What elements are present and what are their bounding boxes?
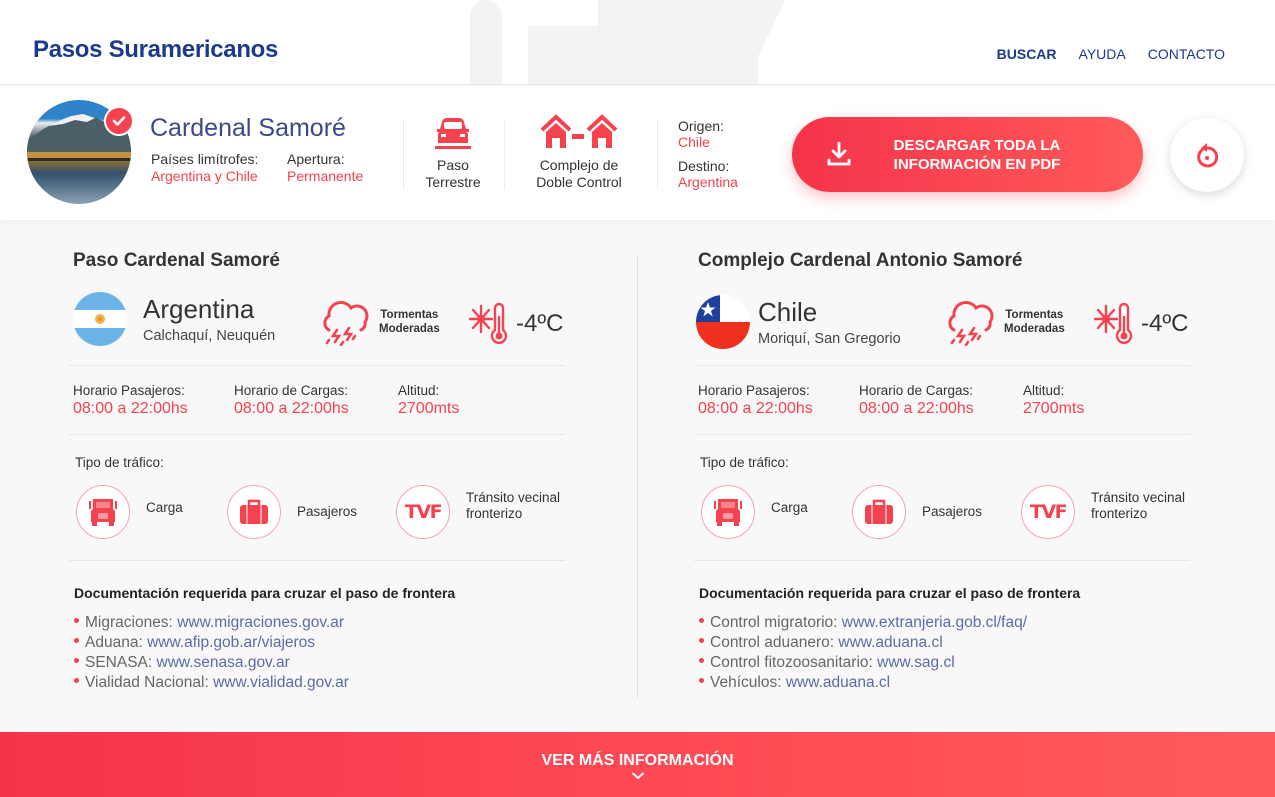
info-label: Altitud: bbox=[398, 383, 440, 398]
docs-item bbox=[74, 653, 349, 673]
info-value: 2700mts bbox=[1023, 400, 1085, 417]
temperature: -4ºC bbox=[1141, 310, 1189, 337]
verified-badge bbox=[104, 106, 134, 136]
docs-link[interactable]: www.senasa.gov.ar bbox=[156, 654, 290, 671]
bullet-icon bbox=[699, 618, 704, 623]
docs-item bbox=[699, 613, 1027, 633]
traffic-tvf bbox=[396, 485, 560, 539]
bullet-icon bbox=[699, 658, 704, 663]
docs-label: Vialidad Nacional: bbox=[85, 674, 214, 691]
download-pdf-button[interactable] bbox=[792, 117, 1143, 192]
docs-item bbox=[74, 673, 349, 693]
divider bbox=[694, 560, 1190, 561]
origen-value: Chile bbox=[678, 134, 710, 150]
bullet-icon bbox=[74, 638, 79, 643]
background-shape bbox=[528, 0, 598, 26]
divider bbox=[403, 120, 404, 190]
weather-line1: Tormentas bbox=[380, 309, 439, 321]
divider bbox=[69, 434, 565, 435]
thermometer-snow-icon bbox=[469, 302, 509, 346]
info-label: Horario Pasajeros: bbox=[73, 383, 185, 398]
info-value: 2700mts bbox=[398, 400, 460, 417]
info-label: Horario de Cargas: bbox=[234, 383, 349, 398]
traffic-line1: Tránsito vecinal bbox=[466, 490, 561, 505]
info-value: 08:00 a 22:00hs bbox=[859, 400, 974, 417]
suitcase-icon bbox=[227, 485, 281, 539]
car-icon bbox=[434, 116, 472, 150]
traffic-line1: Tránsito vecinal bbox=[1091, 490, 1186, 505]
traffic-line2: fronterizo bbox=[1091, 506, 1148, 521]
background-shape bbox=[470, 0, 502, 85]
feature-line1: Paso bbox=[437, 157, 469, 173]
storm-cloud-icon bbox=[944, 300, 996, 346]
docs-link[interactable]: www.afip.gob.ar/viajeros bbox=[147, 634, 316, 651]
reload-icon bbox=[1194, 141, 1220, 169]
background-shape bbox=[740, 0, 785, 85]
traffic-pasajeros bbox=[852, 485, 982, 539]
info-horario-pasajeros bbox=[73, 383, 188, 418]
docs-label: Aduana: bbox=[85, 634, 148, 651]
site-logo[interactable]: Pasos Suramericanos bbox=[33, 36, 279, 63]
info-horario-cargas bbox=[859, 383, 974, 418]
info-horario-pasajeros bbox=[698, 383, 813, 418]
info-horario-cargas bbox=[234, 383, 349, 418]
panel-argentina bbox=[73, 250, 573, 691]
info-value: 08:00 a 22:00hs bbox=[234, 400, 349, 417]
header bbox=[0, 0, 1275, 85]
bullet-icon bbox=[699, 678, 704, 683]
temperature: -4ºC bbox=[516, 310, 564, 337]
weather-text bbox=[379, 308, 440, 336]
nav-buscar[interactable]: BUSCAR bbox=[996, 46, 1057, 62]
traffic-text bbox=[1091, 490, 1185, 522]
traffic-carga bbox=[701, 485, 808, 539]
info-altitud bbox=[398, 383, 459, 418]
reload-button[interactable] bbox=[1170, 118, 1244, 192]
weather-line2: Moderadas bbox=[379, 323, 440, 335]
traffic-label: Tipo de tráfico: bbox=[700, 455, 789, 470]
suitcase-icon bbox=[852, 485, 906, 539]
destino-label: Destino: bbox=[678, 158, 730, 174]
bullet-icon bbox=[74, 658, 79, 663]
traffic-label: Tipo de tráfico: bbox=[75, 455, 164, 470]
info-value: 08:00 a 22:00hs bbox=[698, 400, 813, 417]
traffic-text: Pasajeros bbox=[922, 504, 983, 519]
docs-item bbox=[74, 613, 349, 633]
docs-item bbox=[74, 633, 349, 653]
docs-label: Control fitozoosanitario: bbox=[710, 654, 878, 671]
traffic-tvf bbox=[1021, 485, 1185, 539]
truck-icon bbox=[76, 485, 130, 539]
tvf-icon: TVF bbox=[396, 485, 450, 539]
docs-item bbox=[699, 653, 1027, 673]
truck-icon bbox=[701, 485, 755, 539]
docs-link[interactable]: www.migraciones.gov.ar bbox=[177, 614, 345, 631]
divider bbox=[69, 365, 565, 366]
country-name: Chile bbox=[758, 297, 818, 327]
divider bbox=[69, 560, 565, 561]
tvf-icon: TVF bbox=[1021, 485, 1075, 539]
feature-doble-control bbox=[530, 114, 628, 191]
main-nav bbox=[997, 46, 1225, 62]
country-location: Moriquí, San Gregorio bbox=[758, 331, 901, 347]
weather-text bbox=[1004, 308, 1065, 336]
docs-label: Control aduanero: bbox=[710, 634, 839, 651]
docs-link[interactable]: www.vialidad.gov.ar bbox=[213, 674, 349, 691]
country-row bbox=[698, 295, 1198, 365]
weather-line2: Moderadas bbox=[1004, 323, 1065, 335]
argentina-flag-icon bbox=[73, 292, 127, 346]
download-pdf-line2: INFORMACIÓN EN PDF bbox=[893, 156, 1061, 173]
paises-value: Argentina y Chile bbox=[151, 168, 258, 184]
ver-mas-label: VER MÁS INFORMACIÓN bbox=[541, 752, 734, 769]
download-pdf-line1: DESCARGAR TODA LA bbox=[893, 137, 1061, 154]
bullet-icon bbox=[699, 638, 704, 643]
info-value: 08:00 a 22:00hs bbox=[73, 400, 188, 417]
info-label: Horario Pasajeros: bbox=[698, 383, 810, 398]
paises-label: Países limítrofes: bbox=[151, 151, 259, 167]
traffic-text bbox=[466, 490, 560, 522]
apertura-label: Apertura: bbox=[287, 151, 345, 167]
docs-link[interactable]: www.aduana.cl bbox=[838, 634, 943, 651]
panel-divider bbox=[637, 256, 638, 698]
panel-title: Complejo Cardenal Antonio Samoré bbox=[698, 250, 1023, 271]
docs-label: Migraciones: bbox=[85, 614, 178, 631]
feature-line1: Complejo de bbox=[539, 157, 619, 173]
weather-line1: Tormentas bbox=[1005, 309, 1064, 321]
feature-line2: Terrestre bbox=[425, 174, 481, 190]
thermometer-snow-icon bbox=[1094, 302, 1134, 346]
divider bbox=[694, 434, 1190, 435]
docs-label: SENASA: bbox=[85, 654, 157, 671]
panel-title: Paso Cardenal Samoré bbox=[73, 250, 280, 271]
docs-item bbox=[699, 633, 1027, 653]
docs-label: Vehículos: bbox=[710, 674, 786, 691]
divider bbox=[694, 365, 1190, 366]
docs-link[interactable]: www.sag.cl bbox=[877, 654, 955, 671]
nav-contacto[interactable]: CONTACTO bbox=[1147, 46, 1225, 62]
chile-flag-icon bbox=[696, 295, 750, 349]
traffic-text: Pasajeros bbox=[297, 504, 358, 519]
info-label: Altitud: bbox=[1023, 383, 1065, 398]
docs-link[interactable]: www.extranjeria.gob.cl/faq/ bbox=[841, 614, 1028, 631]
info-altitud bbox=[1023, 383, 1084, 418]
feature-line2: Doble Control bbox=[536, 174, 622, 190]
double-house-icon bbox=[540, 114, 618, 150]
traffic-text: Carga bbox=[146, 500, 183, 515]
docs-title: Documentación requerida para cruzar el paso de frontera bbox=[74, 585, 456, 601]
info-label: Horario de Cargas: bbox=[859, 383, 974, 398]
country-location: Calchaquí, Neuquén bbox=[143, 328, 276, 344]
check-icon bbox=[112, 115, 126, 127]
nav-ayuda[interactable]: AYUDA bbox=[1078, 46, 1126, 62]
download-icon bbox=[826, 141, 852, 167]
feature-paso-terrestre bbox=[418, 116, 488, 191]
docs-link[interactable]: www.aduana.cl bbox=[785, 674, 891, 691]
bullet-icon bbox=[74, 678, 79, 683]
docs-label: Control migratorio: bbox=[710, 614, 842, 631]
traffic-pasajeros bbox=[227, 485, 357, 539]
traffic-carga bbox=[76, 485, 183, 539]
panel-chile bbox=[698, 250, 1198, 691]
storm-cloud-icon bbox=[319, 300, 371, 346]
docs-list bbox=[74, 613, 349, 693]
bullet-icon bbox=[74, 618, 79, 623]
destino-value: Argentina bbox=[678, 174, 738, 190]
traffic-line2: fronterizo bbox=[466, 506, 523, 521]
country-name: Argentina bbox=[143, 294, 255, 324]
pass-name: Cardenal Samoré bbox=[150, 114, 346, 142]
divider bbox=[657, 120, 658, 190]
docs-title: Documentación requerida para cruzar el paso de frontera bbox=[699, 585, 1081, 601]
apertura-value: Permanente bbox=[287, 168, 364, 184]
docs-list bbox=[699, 613, 1027, 693]
origen-label: Origen: bbox=[678, 118, 724, 134]
docs-item bbox=[699, 673, 1027, 693]
chevron-down-icon bbox=[632, 772, 644, 780]
traffic-text: Carga bbox=[771, 500, 808, 515]
divider bbox=[504, 120, 505, 190]
ver-mas-button[interactable] bbox=[0, 732, 1275, 797]
country-row bbox=[73, 292, 573, 362]
download-pdf-label bbox=[882, 136, 1072, 174]
